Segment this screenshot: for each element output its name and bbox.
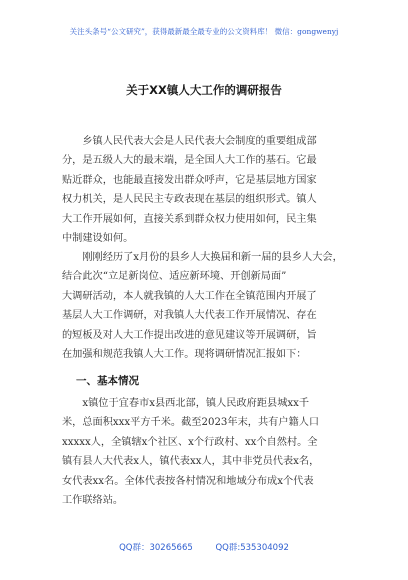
paragraph-intro	[62, 132, 354, 248]
text-line: 刚刚经历了x月份的县乡人大换届和新一届的县乡人大会，	[62, 252, 343, 263]
header-promo-note[interactable]: 关注头条号“公文研究”，获得最新最全最专业的公文资料库！ 微信：gongwenyj	[69, 27, 339, 36]
section-heading-basic-info: 一、基本情况	[76, 375, 139, 387]
text-line: xxxxx人，全镇辖x个社区、x个行政村、xx个自然村。全	[62, 436, 318, 448]
text-line: 工作联络站。	[62, 495, 124, 507]
text-line: 乡镇人民代表大会是人民代表大会制度的重要组成部	[62, 136, 317, 147]
text-line: 权力机关，是人民民主专政表现在基层的组织形式。镇人	[62, 194, 317, 206]
footer-qq-group-1[interactable]: QQ群：30265665	[119, 543, 193, 553]
text-line: 女代表xx名。全体代表按各村情况和地域分布成x个代表	[62, 475, 314, 487]
paragraph-background	[62, 248, 354, 364]
text-line: 结合此次“立足新岗位、适应新环境、开创新局面”	[62, 271, 287, 283]
document-title: 关于XX镇人大工作的调研报告	[126, 83, 282, 97]
text-line: 贴近群众，也能最直接发出群众呼声，它是基层地方国家	[62, 174, 317, 186]
text-line: 米，总面积xxx平方千米。截至2023年末，共有户籍人口	[62, 417, 320, 429]
text-line: 在加强和规范我镇人大工作。现将调研情况汇报如下：	[62, 349, 307, 361]
text-line: 分，是五级人大的最末端，是全国人大工作的基石。它最	[62, 155, 317, 167]
footer-qq-group-2[interactable]: QQ群:535304092	[215, 543, 289, 553]
text-line: 的短板及对人大工作提出改进的意见建议等开展调研，旨	[62, 329, 317, 341]
text-line: 基层人大工作调研，对我镇人大代表工作开展情况、存在	[62, 310, 317, 322]
text-line: 大调研活动，本人就我镇的人大工作在全镇范围内开展了	[62, 290, 317, 302]
text-line: x镇位于宜春市x县西北部，镇人民政府距县城xx千	[62, 398, 310, 409]
text-line: 中制建设如何。	[62, 233, 134, 245]
footer-contact	[0, 541, 408, 553]
text-line: 镇有县人大代表x人，镇代表xx人，其中非党员代表x名，	[62, 456, 320, 468]
text-line: 大工作开展如何，直接关系到群众权力使用如何，民主集	[62, 213, 317, 225]
paragraph-basic-info	[62, 394, 354, 510]
